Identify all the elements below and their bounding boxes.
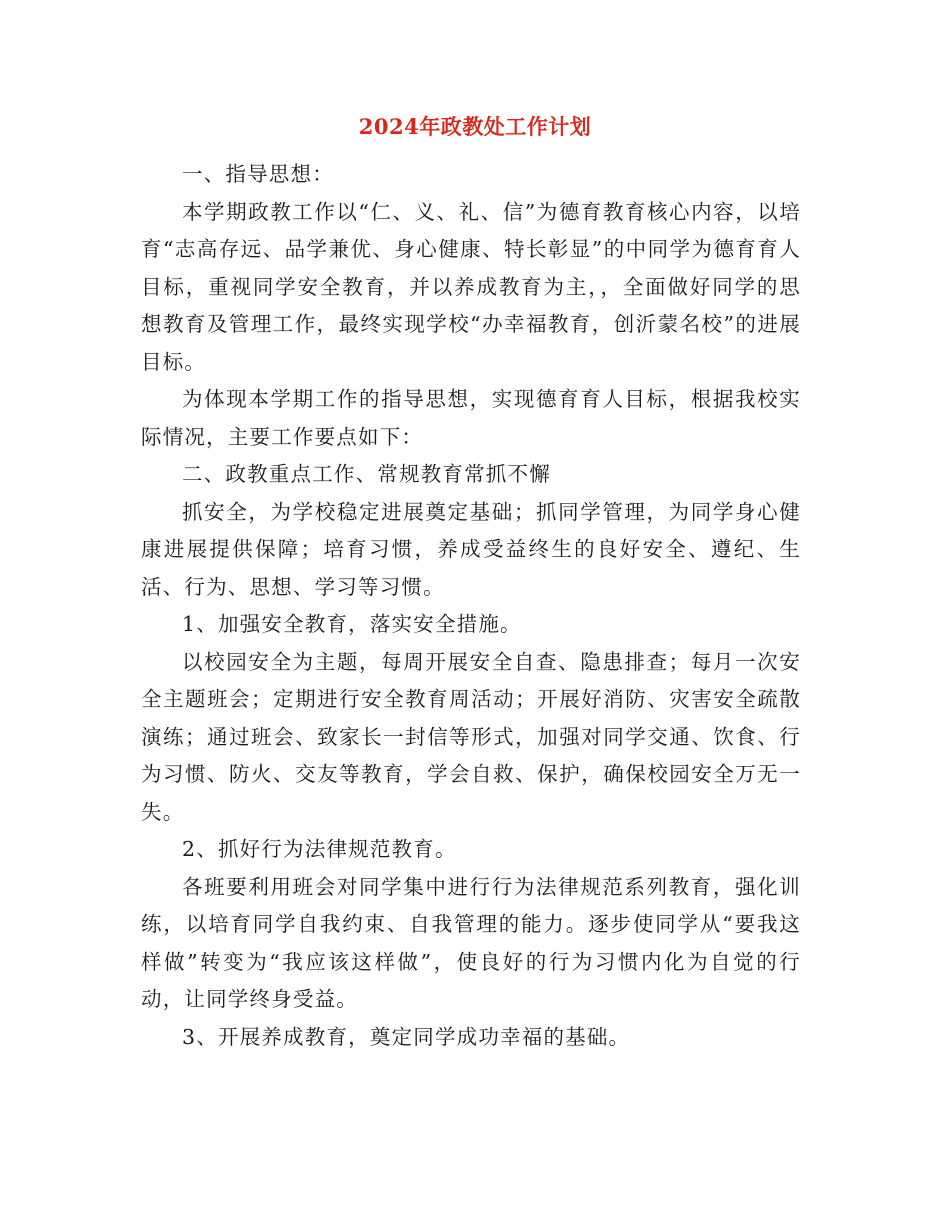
paragraph-work-points-intro: 为体现本学期工作的指导思想，实现德育育人目标，根据我校实际情况，主要工作要点如下： [141,387,801,449]
paragraph-core-content: 本学期政教工作以“仁、义、礼、信”为德育教育核心内容，以培育“志高存远、品学兼优、身心健康、特长彰显”的中同学为德育育人目标，重视同学安全教育，并以养成教育为主，，全面做好同学的思想教育及管理工作，最终实现学校“办幸福教育，创沂蒙名校”的进展目标。 [141,199,801,374]
section-heading-guiding-ideology: 一、指导思想： [182,162,334,186]
subheading-habit-education: 3、开展养成教育，奠定同学成功幸福的基础。 [182,1024,631,1049]
paragraph-safety-management: 抓安全，为学校稳定进展奠定基础；抓同学管理，为同学身心健康进展提供保障；培育习惯，养成受益终生的良好安全、遵纪、生活、行为、思想、学习等习惯。 [141,499,801,599]
document-title: 2024年政教处工作计划 [358,114,592,139]
document-body [141,156,801,1056]
subheading-behavior-norms: 2、抓好行为法律规范教育。 [182,837,457,861]
section-heading-key-work: 二、政教重点工作、常规教育常抓不懈 [182,462,551,486]
paragraph-class-meeting-education: 各班要利用班会对同学集中进行行为法律规范系列教育，强化训练，以培育同学自我约束、自我管理的能力。逐步使同学从“要我这样做”转变为“我应该这样做”，使良好的行为习惯内化为自觉的行动，让同学终身受益。 [141,874,801,1011]
paragraph-campus-safety: 以校园安全为主题，每周开展安全自查、隐患排查；每月一次安全主题班会；定期进行安全教育周活动；开展好消防、灾害安全疏散演练；通过班会、致家长一封信等形式，加强对同学交通、饮食、行为习惯、防火、交友等教育，学会自救、保护，确保校园安全万无一失。 [141,649,801,824]
subheading-safety-education: 1、加强安全教育，落实安全措施。 [182,612,522,636]
